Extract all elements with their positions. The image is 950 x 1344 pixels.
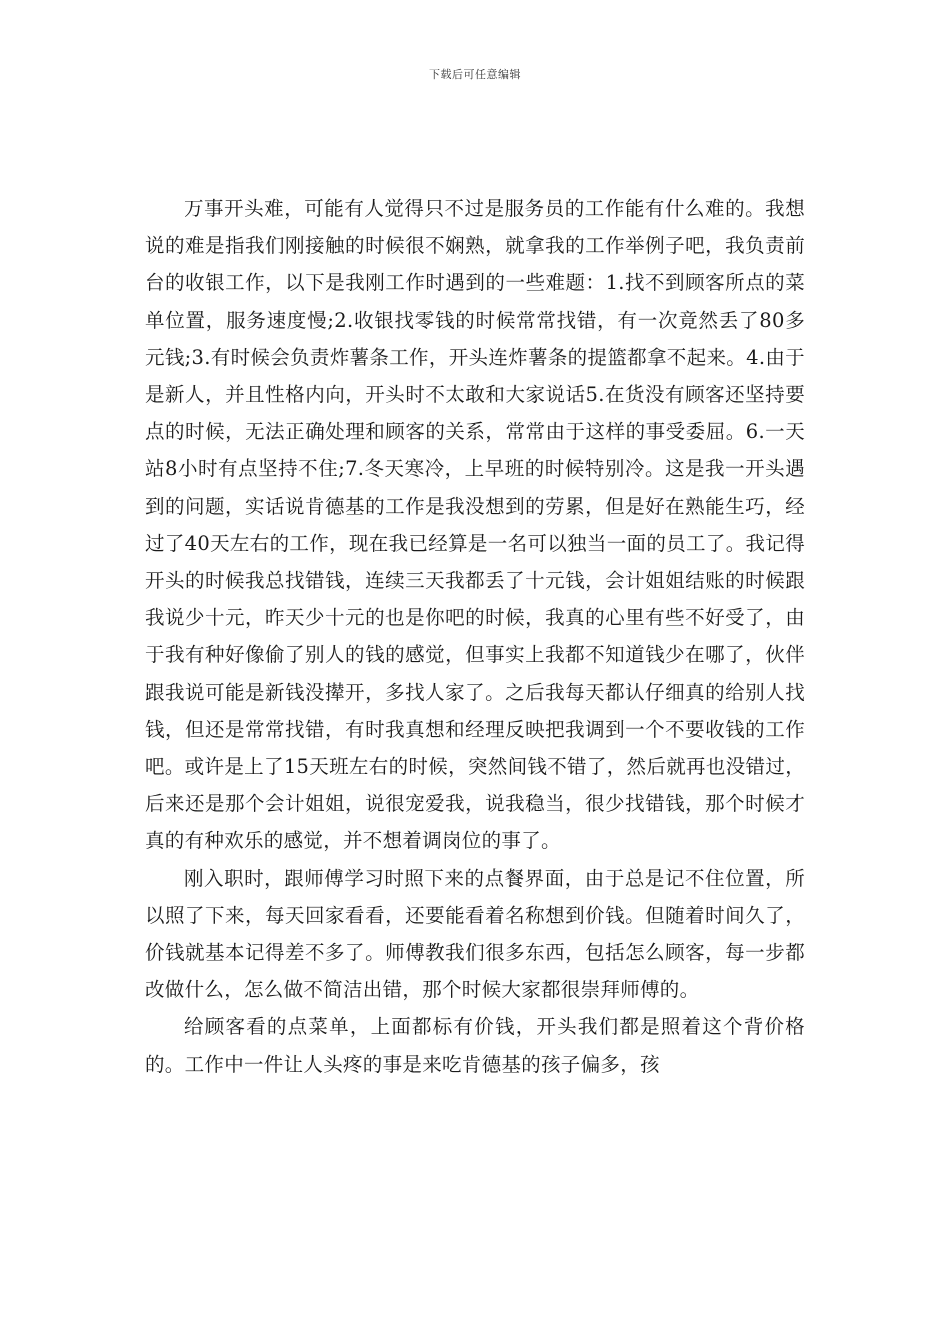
- paragraph: 刚入职时，跟师傅学习时照下来的点餐界面，由于总是记不住位置，所以照了下来，每天回家看看，还要能看着名称想到价钱。但随着时间久了，价钱就基本记得差不多了。师傅教我们很多东西，包括怎么顾客，每一步都改做什么，怎么做不简洁出错，那个时候大家都很崇拜师傅的。: [145, 866, 805, 1002]
- document-body: [145, 190, 805, 1083]
- paragraph: 给顾客看的点菜单，上面都标有价钱，开头我们都是照着这个背价格的。工作中一件让人头疼的事是来吃肯德基的孩子偏多，孩: [145, 1015, 805, 1076]
- paragraph: 万事开头难，可能有人觉得只不过是服务员的工作能有什么难的。我想说的难是指我们刚接触的时候很不娴熟，就拿我的工作举例子吧，我负责前台的收银工作，以下是我刚工作时遇到的一些难题：1.找不到顾客所点的菜单位置，服务速度慢;2.收银找零钱的时候常常找错，有一次竟然丢了80多元钱;3.有时候会负责炸薯条工作，开头连炸薯条的提篮都拿不起来。4.由于是新人，并且性格内向，开头时不太敢和大家说话5.在货没有顾客还坚持要点的时候，无法正确处理和顾客的关系，常常由于这样的事受委屈。6.一天站8小时有点坚持不住;7.冬天寒冷，上早班的时候特别冷。这是我一开头遇到的问题，实话说肯德基的工作是我没想到的劳累，但是好在熟能生巧，经过了40天左右的工作，现在我已经算是一名可以独当一面的员工了。我记得开头的时候我总找错钱，连续三天我都丢了十元钱，会计姐姐结账的时候跟我说少十元，昨天少十元的也是你吧的时候，我真的心里有些不好受了，由于我有种好像偷了别人的钱的感觉，但事实上我都不知道钱少在哪了，伙伴跟我说可能是新钱没撵开，多找人家了。之后我每天都认仔细真的给别人找钱，但还是常常找错，有时我真想和经理反映把我调到一个不要收钱的工作吧。或许是上了15天班左右的时候，突然间钱不错了，然后就再也没错过，后来还是那个会计姐姐，说很宠爱我，说我稳当，很少找错钱，那个时候才真的有种欢乐的感觉，并不想着调岗位的事了。: [145, 197, 805, 853]
- page-header: 下载后可任意编辑: [429, 68, 521, 81]
